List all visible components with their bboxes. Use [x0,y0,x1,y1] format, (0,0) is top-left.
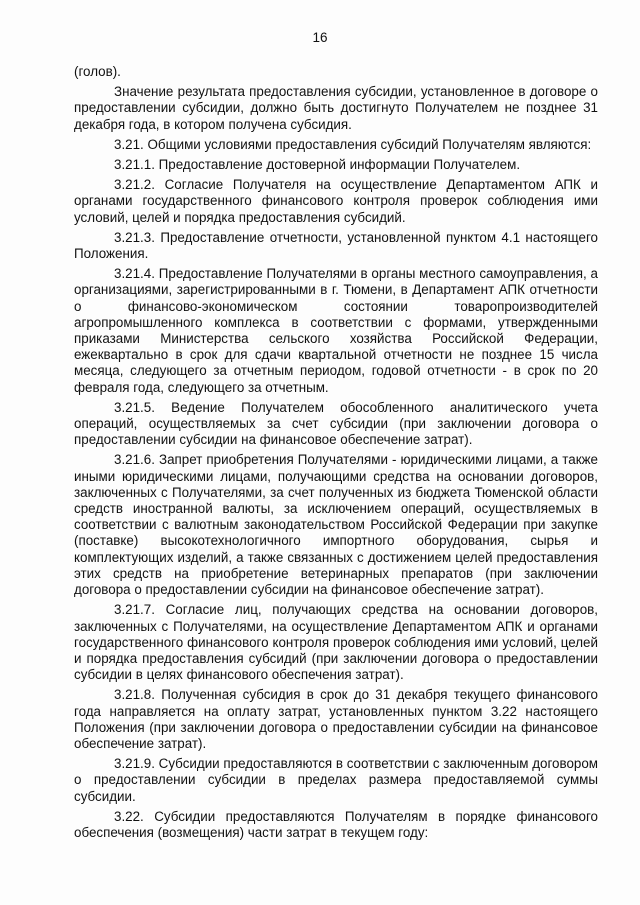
paragraph-3-21-8: 3.21.8. Полученная субсидия в срок до 31 декабря текущего финансового года направляется на оплату затрат, установленных пунктом 3.22 настоящего Положения (при заключении договора о предоставлении субсидии на финансовое обеспечение затрат). [74,687,598,751]
paragraph-3-21-2: 3.21.2. Согласие Получателя на осуществление Департаментом АПК и органами государственного финансового контроля проверок соблюдения ими условий, целей и порядка предоставления субсидий. [74,177,598,225]
paragraph-3-21-4: 3.21.4. Предоставление Получателями в органы местного самоуправления, а организациями, зарегистрированными в г. Тюмени, в Департамент АПК отчетности о финансово-экономическом состоянии товаропроизводителей агропромышленного комплекса в соответствии с формами, утвержденными приказами Министерства сельского хозяйства Российской Федерации, ежеквартально в срок для сдачи квартальной отчетности не позднее 15 числа месяца, следующего за отчетным периодом, годовой отчетности - в срок по 20 февраля года, следующего за отчетным. [74,266,598,395]
paragraph-3-21-5: 3.21.5. Ведение Получателем обособленного аналитического учета операций, осуществляемых за счет субсидии (при заключении договора о предоставлении субсидии на финансовое обеспечение затрат). [74,399,598,448]
paragraph-3-21-7: 3.21.7. Согласие лиц, получающих средства на основании договоров, заключенных с Получателями, на осуществление Департаментом АПК и органами государственного финансового контроля проверок соблюдения ими условий, целей и порядка предоставления субсидий (при заключении договора о предоставлении субсидии в целях финансового обеспечения затрат). [74,602,598,683]
paragraph-3-21-3: 3.21.3. Предоставление отчетности, установленной пунктом 4.1 настоящего Положения. [74,229,598,262]
paragraph-3-21-1: 3.21.1. Предоставление достоверной информации Получателем. [114,157,521,173]
paragraph-3-21: 3.21. Общими условиями предоставления субсидий Получателям являются: [114,136,592,152]
paragraph-3-21-9: 3.21.9. Субсидии предоставляются в соответствии с заключенным договором о предоставлении субсидии в пределах размера предоставляемой суммы субсидии. [74,756,599,804]
paragraph-3-22: 3.22. Субсидии предоставляются Получателям в порядке финансового обеспечения (возмещения) части затрат в текущем году: [74,808,598,840]
document-body [74,64,598,845]
page-number: 16 [312,30,328,45]
paragraph-result-value: Значение результата предоставления субсидии, установленное в договоре о предоставлении субсидии, должно быть достигнуто Получателем не позднее 31 декабря года, в котором получена субсидия. [74,84,598,132]
paragraph-continuation: (голов). [74,64,121,79]
paragraph-3-21-6: 3.21.6. Запрет приобретения Получателями - юридическими лицами, а также иными юридическими лицами, получающими средства на основании договоров, заключенных с Получателями, за счет полученных из бюджета Тюменской области средств иностранной валюты, за исключением операций, осуществляемых в соответствии с валютным законодательством Российской Федерации при закупке (поставке) высокотехнологичного импортного оборудования, сырья и комплектующих изделий, а также связанных с достижением целей предоставления этих средств на приобретение ветеринарных препаратов (при заключении договора о предоставлении субсидии на финансовое обеспечение затрат). [74,452,598,598]
